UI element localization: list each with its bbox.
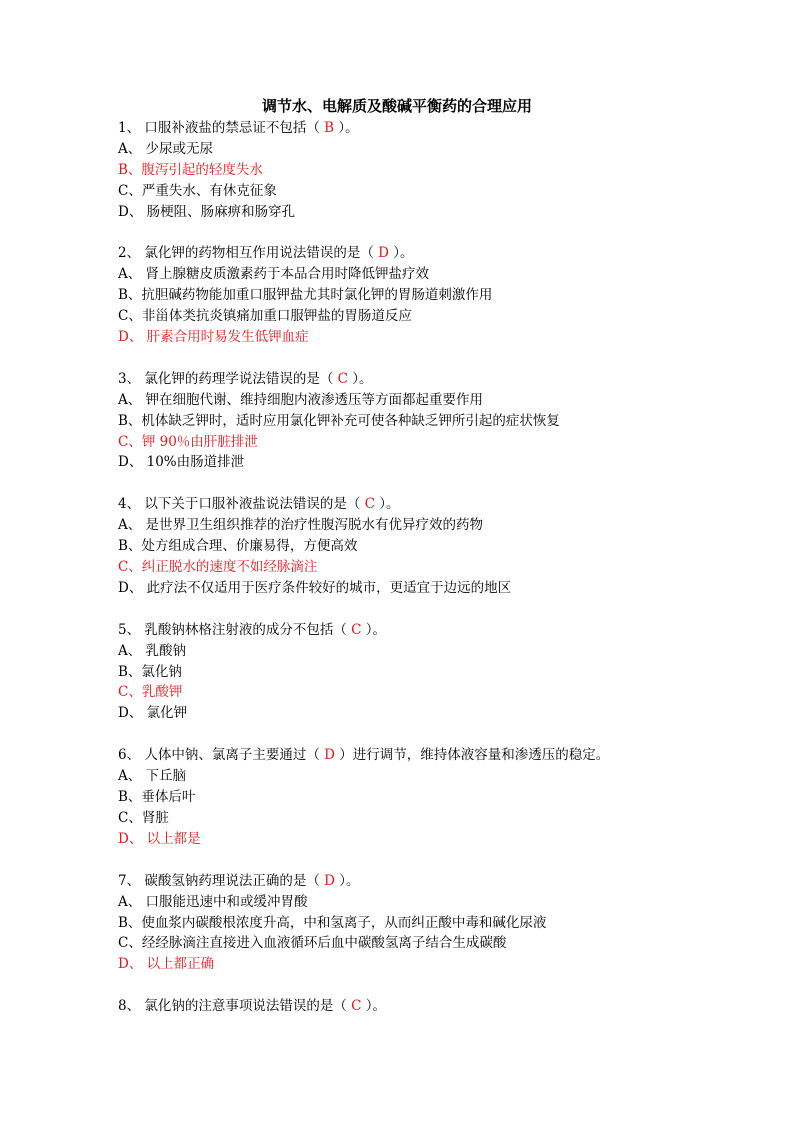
question-list [118, 118, 758, 1038]
answer-letter: D [378, 245, 389, 262]
question-stem [118, 620, 758, 641]
option: D、 此疗法不仅适用于医疗条件较好的城市，更适宜于边远的地区 [118, 579, 512, 596]
option: D、 10%由肠道排泄 [118, 454, 245, 471]
option: A、 下丘脑 [118, 768, 187, 785]
stem-text-end: ）。 [375, 496, 400, 513]
correct-option: B、腹泻引起的轻度失水 [118, 161, 263, 178]
option: C、肾脏 [118, 809, 169, 826]
option: D、 氯化钾 [118, 705, 188, 722]
stem-text-end: ）。 [361, 998, 387, 1015]
option: A、 乳酸钠 [118, 642, 187, 659]
stem-text-end: ）。 [389, 245, 414, 262]
correct-option: D、 肝素合用时易发生低钾血症 [118, 329, 309, 346]
question-stem [118, 369, 758, 390]
document-title: 调节水、电解质及酸碱平衡药的合理应用 [261, 97, 532, 115]
stem-text-end: ）。 [361, 621, 387, 638]
question-stem [118, 996, 758, 1017]
answer-letter: C [337, 370, 349, 387]
question-stem [118, 745, 758, 766]
question-stem [118, 243, 758, 264]
question-stem [118, 118, 758, 139]
stem-text: 5、 乳酸钠林格注射液的成分不包括（ [118, 621, 352, 638]
option: C、非甾体类抗炎镇痛加重口服钾盐的胃肠道反应 [118, 308, 412, 325]
correct-option: C、乳酸钾 [118, 684, 183, 701]
stem-text-end: ）。 [335, 872, 360, 889]
stem-text-end: ）。 [348, 370, 373, 387]
question-5 [118, 620, 758, 724]
option: A、 是世界卫生组织推荐的治疗性腹泻脱水有优异疗效的药物 [118, 517, 484, 534]
stem-text: 6、 人体中钠、氯离子主要通过（ [118, 747, 325, 764]
answer-letter: C [351, 621, 362, 638]
option: A、 肾上腺糖皮质激素药于本品合用时降低钾盐疗效 [118, 266, 430, 283]
stem-text: 1、 口服补液盐的禁忌证不包括（ [118, 120, 325, 136]
question-2 [118, 243, 758, 347]
stem-text: 4、 以下关于口服补液盐说法错误的是（ [118, 496, 365, 513]
question-8 [118, 996, 758, 1017]
question-stem [118, 494, 758, 515]
question-4 [118, 494, 758, 598]
answer-letter: C [364, 496, 376, 513]
stem-text: 8、 氯化钠的注意事项说法错误的是（ [118, 998, 352, 1015]
stem-text-end: ）。 [334, 120, 359, 136]
answer-letter: C [351, 998, 362, 1015]
option: B、氯化钠 [118, 663, 182, 680]
option: A、 少尿或无尿 [118, 140, 214, 157]
stem-text: 2、 氯化钾的药物相互作用说法错误的是（ [118, 245, 379, 262]
question-stem [118, 871, 758, 892]
question-3 [118, 369, 758, 473]
answer-letter: B [324, 120, 335, 136]
option: A、 钾在细胞代谢、维持细胞内液渗透压等方面都起重要作用 [118, 391, 484, 408]
correct-option: D、 以上都正确 [118, 956, 215, 973]
stem-text-end: ）进行调节，维持体液容量和渗透压的稳定。 [335, 747, 610, 764]
option: C、严重失水、有休克征象 [118, 182, 277, 199]
option: A、 口服能迅速中和或缓冲胃酸 [118, 893, 308, 910]
option: D、 肠梗阻、肠麻痹和肠穿孔 [118, 203, 296, 220]
correct-option: C、钾 90％由肝脏排泄 [118, 433, 258, 450]
option: C、经经脉滴注直接进入血液循环后血中碳酸氢离子结合生成碳酸 [118, 935, 507, 952]
answer-letter: D [324, 747, 335, 764]
stem-text: 7、 碳酸氢钠药理说法正确的是（ [118, 872, 325, 889]
option: B、处方组成合理、价廉易得，方便高效 [118, 538, 358, 555]
question-6 [118, 745, 758, 849]
answer-letter: D [324, 872, 335, 889]
question-7 [118, 871, 758, 975]
question-1 [118, 118, 758, 222]
stem-text: 3、 氯化钾的药理学说法错误的是（ [118, 370, 338, 387]
correct-option: C、纠正脱水的速度不如经脉滴注 [118, 559, 318, 576]
option: B、使血浆内碳酸根浓度升高，中和氢离子，从而纠正酸中毒和碱化尿液 [118, 914, 547, 931]
option: B、抗胆碱药物能加重口服钾盐尤其时氯化钾的胃肠道刺激作用 [118, 287, 493, 304]
correct-option: D、 以上都是 [118, 830, 201, 847]
option: B、机体缺乏钾时，适时应用氯化钾补充可使各种缺乏钾所引起的症状恢复 [118, 412, 560, 429]
option: B、垂体后叶 [118, 789, 196, 806]
